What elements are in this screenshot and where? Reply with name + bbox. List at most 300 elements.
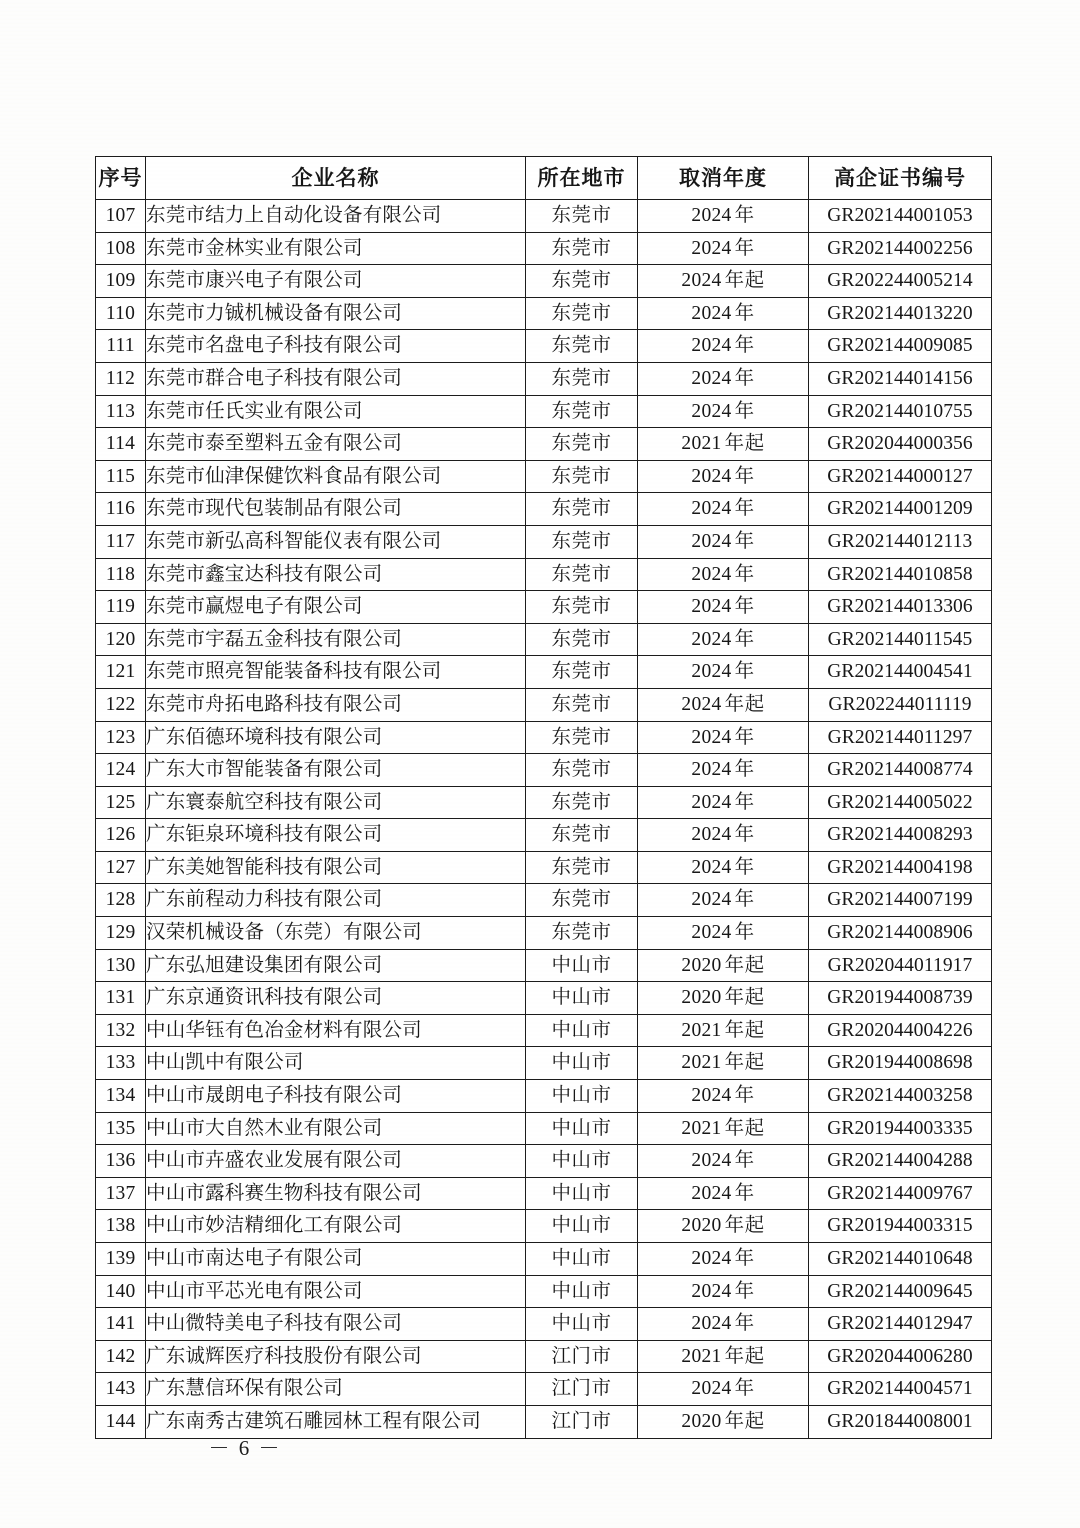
revocation-year-unit: 年	[734, 661, 755, 683]
cell-company-name: 东莞市舟拓电路科技有限公司	[146, 688, 526, 721]
cell-city: 中山市	[526, 1308, 638, 1341]
cell-revocation-year	[638, 819, 809, 852]
cell-company-name: 广东京通资讯科技有限公司	[146, 982, 526, 1015]
cell-certificate-number: GR202144012947	[809, 1308, 992, 1341]
cell-revocation-year	[638, 1373, 809, 1406]
cell-revocation-year	[638, 1177, 809, 1210]
cell-sequence: 120	[96, 623, 146, 656]
cell-company-name: 中山市平芯光电有限公司	[146, 1275, 526, 1308]
cell-sequence: 140	[96, 1275, 146, 1308]
cell-revocation-year	[638, 493, 809, 526]
cell-city: 中山市	[526, 1177, 638, 1210]
cell-revocation-year	[638, 754, 809, 787]
revocation-year-unit: 年	[734, 628, 755, 650]
cell-city: 东莞市	[526, 265, 638, 298]
table-row	[96, 721, 992, 754]
cell-sequence: 137	[96, 1177, 146, 1210]
cell-city: 东莞市	[526, 460, 638, 493]
table-row	[96, 591, 992, 624]
revocation-year-number: 2024	[691, 889, 732, 911]
column-header-city-label: 所在地市	[537, 166, 626, 190]
cell-sequence: 114	[96, 428, 146, 461]
cell-certificate-number: GR202144003258	[809, 1080, 992, 1113]
cell-certificate-number: GR202144011545	[809, 623, 992, 656]
cell-company-name: 汉荣机械设备（东莞）有限公司	[146, 917, 526, 950]
cell-company-name: 广东寰泰航空科技有限公司	[146, 786, 526, 819]
revocation-year-number: 2024	[691, 1248, 732, 1269]
cell-city: 东莞市	[526, 330, 638, 363]
cell-revocation-year	[638, 395, 809, 428]
cell-company-name: 东莞市照亮智能装备科技有限公司	[146, 656, 526, 689]
cell-certificate-number: GR202144009767	[809, 1177, 992, 1210]
cell-sequence: 117	[96, 525, 146, 558]
cell-sequence: 108	[96, 232, 146, 265]
revocation-year-unit: 年	[734, 1182, 755, 1204]
cell-city: 江门市	[526, 1405, 638, 1438]
cell-certificate-number: GR202144009085	[809, 330, 992, 363]
cell-certificate-number: GR202144010755	[809, 395, 992, 428]
cell-sequence: 115	[96, 460, 146, 493]
table-row	[96, 1373, 992, 1406]
table-row	[96, 1047, 992, 1080]
cell-city: 东莞市	[526, 851, 638, 884]
revocation-year-number: 2024	[691, 628, 732, 650]
revocation-year-unit: 年	[734, 1313, 755, 1335]
cell-sequence: 141	[96, 1308, 146, 1341]
revocation-year-unit: 年起	[724, 693, 765, 715]
cell-sequence: 119	[96, 591, 146, 624]
cell-certificate-number: GR202144005022	[809, 786, 992, 819]
table-row	[96, 330, 992, 363]
cell-revocation-year	[638, 721, 809, 754]
cell-certificate-number: GR202144012113	[809, 525, 992, 558]
cell-company-name: 广东慧信环保有限公司	[146, 1373, 526, 1406]
cell-revocation-year	[638, 1210, 809, 1243]
revoked-certificates-table-container	[95, 156, 991, 1439]
table-row	[96, 525, 992, 558]
cell-certificate-number: GR202044011917	[809, 949, 992, 982]
revocation-year-number: 2024	[691, 661, 732, 683]
column-header-sequence-label: 序号	[98, 166, 143, 190]
cell-certificate-number: GR202144008906	[809, 917, 992, 950]
revocation-year-unit: 年	[734, 530, 755, 552]
cell-revocation-year	[638, 558, 809, 591]
column-header-sequence	[96, 157, 146, 200]
cell-revocation-year	[638, 884, 809, 917]
cell-certificate-number: GR201944008698	[809, 1047, 992, 1080]
column-header-company-name	[146, 157, 526, 200]
cell-certificate-number: GR202244005214	[809, 265, 992, 298]
cell-city: 江门市	[526, 1340, 638, 1373]
column-header-revocation-year-label: 取消年度	[679, 166, 767, 190]
cell-certificate-number: GR202144004288	[809, 1145, 992, 1178]
cell-company-name: 中山市晟朗电子科技有限公司	[146, 1080, 526, 1113]
cell-company-name: 广东钜泉环境科技有限公司	[146, 819, 526, 852]
cell-revocation-year	[638, 917, 809, 950]
cell-sequence: 128	[96, 884, 146, 917]
table-row	[96, 656, 992, 689]
cell-sequence: 112	[96, 362, 146, 395]
cell-certificate-number: GR201844008001	[809, 1405, 992, 1438]
revocation-year-number: 2024	[691, 400, 732, 422]
cell-revocation-year	[638, 1405, 809, 1438]
cell-revocation-year	[638, 1308, 809, 1341]
cell-sequence: 144	[96, 1405, 146, 1438]
revocation-year-unit: 年	[734, 1378, 755, 1400]
cell-company-name: 东莞市宇磊五金科技有限公司	[146, 623, 526, 656]
table-row	[96, 460, 992, 493]
revocation-year-number: 2021	[681, 1052, 722, 1074]
cell-city: 东莞市	[526, 558, 638, 591]
cell-sequence: 136	[96, 1145, 146, 1178]
table-row	[96, 688, 992, 721]
table-row	[96, 1275, 992, 1308]
table-row	[96, 623, 992, 656]
cell-city: 东莞市	[526, 493, 638, 526]
revocation-year-number: 2024	[691, 465, 732, 487]
table-row	[96, 1340, 992, 1373]
table-row	[96, 1210, 992, 1243]
cell-company-name: 中山凯中有限公司	[146, 1047, 526, 1080]
cell-sequence: 121	[96, 656, 146, 689]
revocation-year-number: 2024	[691, 824, 732, 846]
cell-certificate-number: GR202144001209	[809, 493, 992, 526]
revocation-year-unit: 年	[734, 367, 755, 389]
cell-revocation-year	[638, 232, 809, 265]
revocation-year-number: 2024	[681, 270, 722, 292]
cell-company-name: 东莞市任氏实业有限公司	[146, 395, 526, 428]
revocation-year-unit: 年	[734, 302, 755, 324]
cell-city: 东莞市	[526, 591, 638, 624]
revocation-year-number: 2021	[681, 1345, 722, 1367]
cell-sequence: 109	[96, 265, 146, 298]
revocation-year-number: 2020	[681, 1410, 722, 1432]
cell-sequence: 111	[96, 330, 146, 363]
table-row	[96, 819, 992, 852]
cell-city: 中山市	[526, 1275, 638, 1308]
cell-city: 东莞市	[526, 917, 638, 950]
table-row	[96, 265, 992, 298]
cell-company-name: 中山华钰有色冶金材料有限公司	[146, 1014, 526, 1047]
revocation-year-unit: 年起	[724, 1215, 765, 1237]
revocation-year-number: 2024	[691, 1150, 732, 1172]
cell-sequence: 130	[96, 949, 146, 982]
cell-company-name: 广东诚辉医疗科技股份有限公司	[146, 1340, 526, 1373]
revocation-year-number: 2024	[691, 791, 732, 813]
cell-sequence: 132	[96, 1014, 146, 1047]
table-row	[96, 851, 992, 884]
revocation-year-unit: 年	[734, 1248, 755, 1269]
cell-revocation-year	[638, 1014, 809, 1047]
revocation-year-unit: 年起	[724, 1410, 765, 1432]
cell-certificate-number: GR202144002256	[809, 232, 992, 265]
cell-sequence: 133	[96, 1047, 146, 1080]
cell-certificate-number: GR202144008293	[809, 819, 992, 852]
cell-company-name: 东莞市新弘高科智能仪表有限公司	[146, 525, 526, 558]
table-row	[96, 917, 992, 950]
cell-revocation-year	[638, 1145, 809, 1178]
cell-city: 东莞市	[526, 754, 638, 787]
cell-certificate-number: GR202044000356	[809, 428, 992, 461]
cell-city: 东莞市	[526, 623, 638, 656]
cell-company-name: 广东美她智能科技有限公司	[146, 851, 526, 884]
revocation-year-number: 2024	[681, 693, 722, 715]
cell-company-name: 中山市妙洁精细化工有限公司	[146, 1210, 526, 1243]
revocation-year-unit: 年	[734, 856, 755, 878]
cell-sequence: 107	[96, 200, 146, 233]
cell-certificate-number: GR202044004226	[809, 1014, 992, 1047]
revocation-year-number: 2020	[681, 954, 722, 976]
revocation-year-unit: 年起	[724, 1019, 765, 1041]
cell-city: 东莞市	[526, 395, 638, 428]
cell-certificate-number: GR201944008739	[809, 982, 992, 1015]
cell-company-name: 中山微特美电子科技有限公司	[146, 1308, 526, 1341]
cell-sequence: 142	[96, 1340, 146, 1373]
revocation-year-number: 2021	[681, 433, 722, 455]
revocation-year-number: 2024	[691, 335, 732, 357]
cell-certificate-number: GR202144004571	[809, 1373, 992, 1406]
cell-company-name: 广东佰德环境科技有限公司	[146, 721, 526, 754]
cell-company-name: 东莞市鑫宝达科技有限公司	[146, 558, 526, 591]
cell-company-name: 中山市卉盛农业发展有限公司	[146, 1145, 526, 1178]
cell-city: 中山市	[526, 1047, 638, 1080]
revocation-year-number: 2021	[681, 1019, 722, 1041]
cell-city: 东莞市	[526, 786, 638, 819]
table-row	[96, 1243, 992, 1276]
cell-city: 中山市	[526, 1112, 638, 1145]
cell-certificate-number: GR202044006280	[809, 1340, 992, 1373]
table-row	[96, 395, 992, 428]
revocation-year-unit: 年起	[724, 1052, 765, 1074]
cell-city: 东莞市	[526, 362, 638, 395]
cell-sequence: 138	[96, 1210, 146, 1243]
cell-company-name: 中山市南达电子有限公司	[146, 1243, 526, 1276]
revocation-year-number: 2024	[691, 1280, 732, 1302]
revocation-year-unit: 年	[734, 824, 755, 846]
table-row	[96, 493, 992, 526]
revocation-year-unit: 年起	[724, 954, 765, 976]
cell-company-name: 东莞市群合电子科技有限公司	[146, 362, 526, 395]
column-header-certificate-number-label: 高企证书编号	[834, 166, 966, 190]
cell-sequence: 123	[96, 721, 146, 754]
cell-revocation-year	[638, 1112, 809, 1145]
revocation-year-number: 2024	[691, 1182, 732, 1204]
cell-revocation-year	[638, 851, 809, 884]
table-header-row	[96, 157, 992, 200]
cell-certificate-number: GR202144001053	[809, 200, 992, 233]
cell-revocation-year	[638, 297, 809, 330]
revocation-year-number: 2024	[691, 237, 732, 259]
revocation-year-number: 2024	[691, 856, 732, 878]
cell-company-name: 中山市露科赛生物科技有限公司	[146, 1177, 526, 1210]
table-row	[96, 1177, 992, 1210]
cell-city: 东莞市	[526, 428, 638, 461]
cell-city: 中山市	[526, 982, 638, 1015]
cell-revocation-year	[638, 623, 809, 656]
revocation-year-number: 2024	[691, 1378, 732, 1400]
cell-certificate-number: GR202144010858	[809, 558, 992, 591]
cell-city: 东莞市	[526, 297, 638, 330]
revocation-year-number: 2024	[691, 596, 732, 618]
cell-revocation-year	[638, 1243, 809, 1276]
cell-city: 东莞市	[526, 688, 638, 721]
cell-certificate-number: GR202144004541	[809, 656, 992, 689]
table-row	[96, 362, 992, 395]
cell-city: 东莞市	[526, 232, 638, 265]
cell-sequence: 110	[96, 297, 146, 330]
cell-certificate-number: GR202144013306	[809, 591, 992, 624]
cell-city: 东莞市	[526, 884, 638, 917]
cell-revocation-year	[638, 982, 809, 1015]
cell-city: 中山市	[526, 1243, 638, 1276]
revocation-year-unit: 年	[734, 465, 755, 487]
cell-city: 中山市	[526, 1145, 638, 1178]
cell-revocation-year	[638, 460, 809, 493]
cell-sequence: 124	[96, 754, 146, 787]
cell-company-name: 东莞市现代包装制品有限公司	[146, 493, 526, 526]
cell-revocation-year	[638, 1080, 809, 1113]
revocation-year-number: 2024	[691, 302, 732, 324]
cell-sequence: 126	[96, 819, 146, 852]
cell-company-name: 东莞市康兴电子有限公司	[146, 265, 526, 298]
table-row	[96, 884, 992, 917]
revocation-year-number: 2024	[691, 530, 732, 552]
cell-revocation-year	[638, 428, 809, 461]
table-header	[96, 157, 992, 200]
revocation-year-unit: 年起	[724, 1117, 765, 1139]
cell-company-name: 东莞市泰至塑料五金有限公司	[146, 428, 526, 461]
page-number-footer: － 6 －	[208, 1436, 282, 1460]
column-header-revocation-year	[638, 157, 809, 200]
cell-sequence: 118	[96, 558, 146, 591]
cell-company-name: 东莞市赢煜电子有限公司	[146, 591, 526, 624]
cell-sequence: 127	[96, 851, 146, 884]
revocation-year-number: 2024	[691, 205, 732, 226]
table-row	[96, 1014, 992, 1047]
table-row	[96, 232, 992, 265]
cell-sequence: 122	[96, 688, 146, 721]
cell-company-name: 广东前程动力科技有限公司	[146, 884, 526, 917]
cell-revocation-year	[638, 1340, 809, 1373]
column-header-certificate-number	[809, 157, 992, 200]
cell-certificate-number: GR202244011119	[809, 688, 992, 721]
revocation-year-unit: 年	[734, 726, 755, 748]
revocation-year-number: 2024	[691, 1085, 732, 1107]
table-row	[96, 1145, 992, 1178]
cell-revocation-year	[638, 688, 809, 721]
cell-revocation-year	[638, 1275, 809, 1308]
cell-sequence: 139	[96, 1243, 146, 1276]
cell-certificate-number: GR202144004198	[809, 851, 992, 884]
cell-sequence: 143	[96, 1373, 146, 1406]
cell-certificate-number: GR201944003335	[809, 1112, 992, 1145]
revocation-year-number: 2020	[681, 987, 722, 1009]
table-row	[96, 754, 992, 787]
cell-sequence: 125	[96, 786, 146, 819]
cell-revocation-year	[638, 591, 809, 624]
table-row	[96, 786, 992, 819]
revocation-year-unit: 年	[734, 400, 755, 422]
table-row	[96, 949, 992, 982]
revocation-year-unit: 年起	[724, 433, 765, 455]
cell-company-name: 东莞市名盘电子科技有限公司	[146, 330, 526, 363]
cell-company-name: 广东弘旭建设集团有限公司	[146, 949, 526, 982]
cell-city: 东莞市	[526, 656, 638, 689]
cell-city: 江门市	[526, 1373, 638, 1406]
cell-company-name: 东莞市金林实业有限公司	[146, 232, 526, 265]
cell-revocation-year	[638, 265, 809, 298]
revocation-year-unit: 年	[734, 889, 755, 911]
column-header-city	[526, 157, 638, 200]
revocation-year-number: 2024	[691, 498, 732, 520]
revocation-year-number: 2024	[691, 367, 732, 389]
cell-company-name: 广东大市智能装备有限公司	[146, 754, 526, 787]
cell-city: 东莞市	[526, 721, 638, 754]
cell-company-name: 东莞市力铖机械设备有限公司	[146, 297, 526, 330]
cell-company-name: 东莞市仙津保健饮料食品有限公司	[146, 460, 526, 493]
revocation-year-number: 2024	[691, 922, 732, 944]
cell-city: 中山市	[526, 1014, 638, 1047]
revocation-year-unit: 年	[734, 205, 755, 226]
revocation-year-unit: 年	[734, 1280, 755, 1302]
cell-city: 东莞市	[526, 200, 638, 233]
cell-certificate-number: GR202144009645	[809, 1275, 992, 1308]
cell-revocation-year	[638, 949, 809, 982]
revocation-year-number: 2020	[681, 1215, 722, 1237]
table-row	[96, 1112, 992, 1145]
revocation-year-unit: 年起	[724, 270, 765, 292]
cell-city: 中山市	[526, 949, 638, 982]
cell-revocation-year	[638, 330, 809, 363]
table-row	[96, 428, 992, 461]
revocation-year-unit: 年	[734, 1150, 755, 1172]
table-row	[96, 297, 992, 330]
cell-certificate-number: GR202144014156	[809, 362, 992, 395]
revocation-year-unit: 年	[734, 237, 755, 259]
cell-certificate-number: GR202144010648	[809, 1243, 992, 1276]
cell-certificate-number: GR202144011297	[809, 721, 992, 754]
revocation-year-number: 2024	[691, 1313, 732, 1335]
cell-revocation-year	[638, 786, 809, 819]
cell-city: 中山市	[526, 1080, 638, 1113]
revocation-year-unit: 年	[734, 922, 755, 944]
cell-company-name: 广东南秀古建筑石雕园林工程有限公司	[146, 1405, 526, 1438]
revocation-year-unit: 年	[734, 335, 755, 357]
cell-revocation-year	[638, 200, 809, 233]
revocation-year-unit: 年起	[724, 1345, 765, 1367]
revocation-year-unit: 年	[734, 759, 755, 781]
revocation-year-number: 2024	[691, 563, 732, 585]
revocation-year-number: 2024	[691, 759, 732, 781]
cell-certificate-number: GR202144000127	[809, 460, 992, 493]
cell-city: 东莞市	[526, 525, 638, 558]
table-row	[96, 200, 992, 233]
cell-certificate-number: GR201944003315	[809, 1210, 992, 1243]
revocation-year-unit: 年起	[724, 987, 765, 1009]
cell-certificate-number: GR202144007199	[809, 884, 992, 917]
table-body	[96, 200, 992, 1439]
cell-city: 中山市	[526, 1210, 638, 1243]
cell-sequence: 135	[96, 1112, 146, 1145]
revocation-year-unit: 年	[734, 1085, 755, 1107]
cell-certificate-number: GR202144013220	[809, 297, 992, 330]
cell-revocation-year	[638, 656, 809, 689]
table-row	[96, 1308, 992, 1341]
revocation-year-unit: 年	[734, 791, 755, 813]
cell-sequence: 116	[96, 493, 146, 526]
table-row	[96, 558, 992, 591]
cell-company-name: 中山市大自然木业有限公司	[146, 1112, 526, 1145]
